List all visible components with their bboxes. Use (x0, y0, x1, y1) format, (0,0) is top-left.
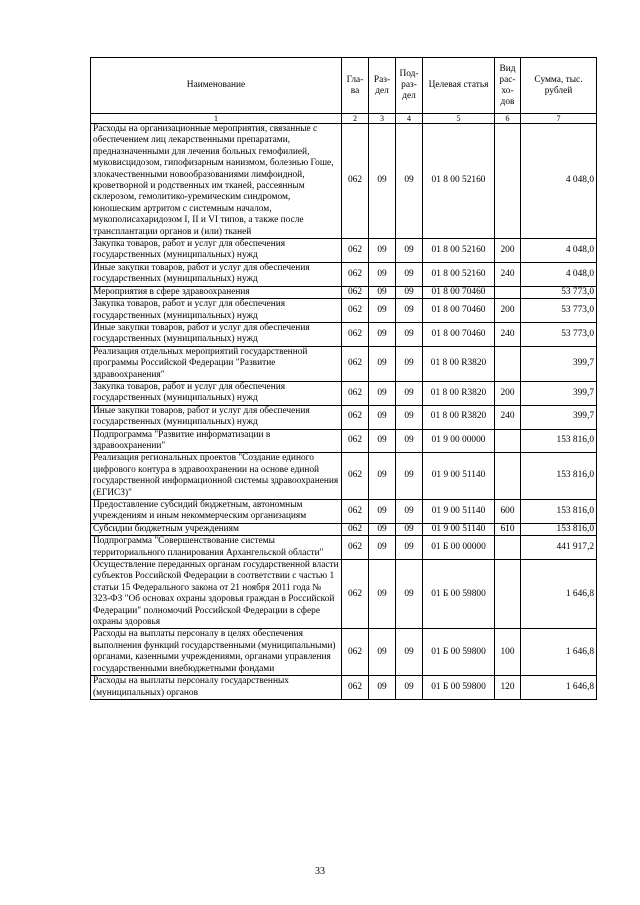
column-number: 2 (342, 114, 369, 124)
row-glava-cell: 062 (342, 523, 369, 535)
row-vid-cell: 200 (495, 381, 521, 405)
table-row (91, 299, 597, 323)
row-vid-cell: 240 (495, 262, 521, 286)
row-target-cell: 01 Б 00 59800 (423, 560, 495, 629)
row-name-cell: Подпрограмма "Развитие информатизации в здравоохранении" (91, 429, 342, 453)
row-glava-cell: 062 (342, 346, 369, 381)
row-podrazdel-cell: 09 (396, 453, 423, 500)
row-glava-cell: 062 (342, 560, 369, 629)
row-sum-cell: 4 048,0 (521, 124, 597, 239)
row-sum-cell: 153 816,0 (521, 429, 597, 453)
row-target-cell: 01 Б 00 59800 (423, 629, 495, 676)
column-number: 1 (91, 114, 342, 124)
row-name-cell: Реализация региональных проектов "Создание единого цифрового контура в здравоохранении на основе единой государственной информационной системы здравоохранения (ЕГИСЗ)" (91, 453, 342, 500)
row-razdel-cell: 09 (369, 560, 396, 629)
header-target: Целевая статья (423, 58, 495, 114)
row-glava-cell: 062 (342, 239, 369, 263)
row-razdel-cell: 09 (369, 500, 396, 524)
row-glava-cell: 062 (342, 453, 369, 500)
column-number: 3 (369, 114, 396, 124)
row-name-cell: Иные закупки товаров, работ и услуг для обеспечения государственных (муниципальных) нужд (91, 405, 342, 429)
table-row (91, 239, 597, 263)
row-glava-cell: 062 (342, 124, 369, 239)
row-razdel-cell: 09 (369, 239, 396, 263)
row-target-cell: 01 Б 00 59800 (423, 676, 495, 700)
row-vid-cell: 200 (495, 239, 521, 263)
row-podrazdel-cell: 09 (396, 523, 423, 535)
row-vid-cell (495, 124, 521, 239)
row-name-cell: Осуществление переданных органам государственной власти субъектов Российской Федерации в соответствии с частью 1 статьи 15 Федерального закона от 21 ноября 2011 года № 323-ФЗ "Об основах охраны здоровья граждан в Российской Федерации" полномочий Российской Федерации в сфере охраны здоровья (91, 560, 342, 629)
row-target-cell: 01 8 00 52160 (423, 239, 495, 263)
row-podrazdel-cell: 09 (396, 405, 423, 429)
row-podrazdel-cell: 09 (396, 560, 423, 629)
row-sum-cell: 153 816,0 (521, 453, 597, 500)
row-name-cell: Реализация отдельных мероприятий государственной программы Российской Федерации "Развитие здравоохранения" (91, 346, 342, 381)
row-sum-cell: 1 646,8 (521, 629, 597, 676)
row-podrazdel-cell: 09 (396, 629, 423, 676)
row-razdel-cell: 09 (369, 629, 396, 676)
row-name-cell: Расходы на выплаты персоналу в целях обеспечения выполнения функций государственными (муниципальными) органами, казенными учреждениями, органами управления государственными внебюджетными фондами (91, 629, 342, 676)
row-sum-cell: 4 048,0 (521, 239, 597, 263)
row-razdel-cell: 09 (369, 346, 396, 381)
row-target-cell: 01 8 00 52160 (423, 262, 495, 286)
row-glava-cell: 062 (342, 676, 369, 700)
column-number: 4 (396, 114, 423, 124)
row-target-cell: 01 9 00 51140 (423, 523, 495, 535)
header-sum: Сумма, тыс. рублей (521, 58, 597, 114)
row-vid-cell: 240 (495, 405, 521, 429)
table-row (91, 523, 597, 535)
row-vid-cell: 600 (495, 500, 521, 524)
table-row (91, 381, 597, 405)
row-glava-cell: 062 (342, 286, 369, 298)
row-target-cell: 01 8 00 70460 (423, 299, 495, 323)
row-sum-cell: 399,7 (521, 346, 597, 381)
row-vid-cell (495, 429, 521, 453)
row-name-cell: Подпрограмма "Совершенствование системы территориального планирования Архангельской области" (91, 536, 342, 560)
column-number: 6 (495, 114, 521, 124)
row-podrazdel-cell: 09 (396, 346, 423, 381)
row-vid-cell (495, 346, 521, 381)
table-row (91, 560, 597, 629)
row-target-cell: 01 8 00 70460 (423, 286, 495, 298)
row-razdel-cell: 09 (369, 299, 396, 323)
table-row (91, 262, 597, 286)
row-glava-cell: 062 (342, 299, 369, 323)
header-vid: Вид рас-хо-дов (495, 58, 521, 114)
table-row (91, 405, 597, 429)
row-podrazdel-cell: 09 (396, 262, 423, 286)
table-row (91, 500, 597, 524)
row-sum-cell: 1 646,8 (521, 676, 597, 700)
table-header-row (91, 58, 597, 114)
row-sum-cell: 1 646,8 (521, 560, 597, 629)
row-glava-cell: 062 (342, 405, 369, 429)
row-podrazdel-cell: 09 (396, 429, 423, 453)
row-glava-cell: 062 (342, 262, 369, 286)
row-glava-cell: 062 (342, 322, 369, 346)
header-podrazdel: Под-раз-дел (396, 58, 423, 114)
row-target-cell: 01 8 00 R3820 (423, 405, 495, 429)
row-name-cell: Предоставление субсидий бюджетным, автономным учреждениям и иным некоммерческим организациям (91, 500, 342, 524)
row-name-cell: Закупка товаров, работ и услуг для обеспечения государственных (муниципальных) нужд (91, 299, 342, 323)
row-sum-cell: 53 773,0 (521, 322, 597, 346)
row-name-cell: Расходы на выплаты персоналу государственных (муниципальных) органов (91, 676, 342, 700)
row-name-cell: Субсидии бюджетным учреждениям (91, 523, 342, 535)
table-row (91, 124, 597, 239)
row-razdel-cell: 09 (369, 124, 396, 239)
row-podrazdel-cell: 09 (396, 381, 423, 405)
table-row (91, 676, 597, 700)
row-target-cell: 01 8 00 52160 (423, 124, 495, 239)
row-target-cell: 01 8 00 R3820 (423, 381, 495, 405)
row-sum-cell: 4 048,0 (521, 262, 597, 286)
row-sum-cell: 441 917,2 (521, 536, 597, 560)
column-number: 5 (423, 114, 495, 124)
row-podrazdel-cell: 09 (396, 676, 423, 700)
row-target-cell: 01 Б 00 00000 (423, 536, 495, 560)
column-number-row (91, 114, 597, 124)
row-vid-cell: 610 (495, 523, 521, 535)
row-target-cell: 01 9 00 51140 (423, 500, 495, 524)
column-number: 7 (521, 114, 597, 124)
row-sum-cell: 399,7 (521, 381, 597, 405)
row-sum-cell: 153 816,0 (521, 500, 597, 524)
row-sum-cell: 53 773,0 (521, 299, 597, 323)
row-podrazdel-cell: 09 (396, 286, 423, 298)
row-razdel-cell: 09 (369, 381, 396, 405)
row-name-cell: Закупка товаров, работ и услуг для обеспечения государственных (муниципальных) нужд (91, 239, 342, 263)
row-razdel-cell: 09 (369, 286, 396, 298)
row-razdel-cell: 09 (369, 676, 396, 700)
row-podrazdel-cell: 09 (396, 239, 423, 263)
row-name-cell: Закупка товаров, работ и услуг для обеспечения государственных (муниципальных) нужд (91, 381, 342, 405)
row-vid-cell (495, 453, 521, 500)
row-vid-cell: 240 (495, 322, 521, 346)
row-glava-cell: 062 (342, 629, 369, 676)
table-row (91, 322, 597, 346)
row-target-cell: 01 9 00 51140 (423, 453, 495, 500)
row-target-cell: 01 8 00 70460 (423, 322, 495, 346)
table-body (91, 124, 597, 700)
row-sum-cell: 399,7 (521, 405, 597, 429)
row-name-cell: Мероприятия в сфере здравоохранения (91, 286, 342, 298)
row-glava-cell: 062 (342, 429, 369, 453)
row-name-cell: Иные закупки товаров, работ и услуг для обеспечения государственных (муниципальных) нужд (91, 322, 342, 346)
table-row (91, 346, 597, 381)
row-razdel-cell: 09 (369, 322, 396, 346)
row-target-cell: 01 9 00 00000 (423, 429, 495, 453)
row-name-cell: Иные закупки товаров, работ и услуг для обеспечения государственных (муниципальных) нужд (91, 262, 342, 286)
table-row (91, 629, 597, 676)
table-row (91, 453, 597, 500)
row-vid-cell: 120 (495, 676, 521, 700)
row-vid-cell: 100 (495, 629, 521, 676)
row-razdel-cell: 09 (369, 523, 396, 535)
row-podrazdel-cell: 09 (396, 124, 423, 239)
row-vid-cell (495, 536, 521, 560)
row-sum-cell: 53 773,0 (521, 286, 597, 298)
row-razdel-cell: 09 (369, 453, 396, 500)
row-glava-cell: 062 (342, 536, 369, 560)
row-glava-cell: 062 (342, 500, 369, 524)
row-razdel-cell: 09 (369, 429, 396, 453)
row-name-cell: Расходы на организационные мероприятия, связанные с обеспечением лиц лекарственными препаратами, предназначенными для лечения больных гемофилией, муковисцидозом, гипофизарным нанизмом, болезнью Гоше, злокачественными новообразованиями лимфоидной, кроветворной и родственных им тканей, рассеянным склерозом, гемолитико-уремическим синдромом, юношеским артритом с системным началом, мукополисахаридозом I, II и VI типов, а также после трансплантации органов и (или) тканей (91, 124, 342, 239)
row-podrazdel-cell: 09 (396, 299, 423, 323)
row-glava-cell: 062 (342, 381, 369, 405)
header-name: Наименование (91, 58, 342, 114)
table-row (91, 429, 597, 453)
header-razdel: Раз-дел (369, 58, 396, 114)
budget-table (90, 57, 597, 700)
row-razdel-cell: 09 (369, 536, 396, 560)
row-podrazdel-cell: 09 (396, 322, 423, 346)
row-razdel-cell: 09 (369, 262, 396, 286)
row-razdel-cell: 09 (369, 405, 396, 429)
table-row (91, 286, 597, 298)
row-vid-cell (495, 286, 521, 298)
row-vid-cell: 200 (495, 299, 521, 323)
page-number: 33 (315, 866, 325, 877)
row-podrazdel-cell: 09 (396, 500, 423, 524)
row-target-cell: 01 8 00 R3820 (423, 346, 495, 381)
table-row (91, 536, 597, 560)
row-podrazdel-cell: 09 (396, 536, 423, 560)
header-glava: Гла-ва (342, 58, 369, 114)
row-vid-cell (495, 560, 521, 629)
row-sum-cell: 153 816,0 (521, 523, 597, 535)
